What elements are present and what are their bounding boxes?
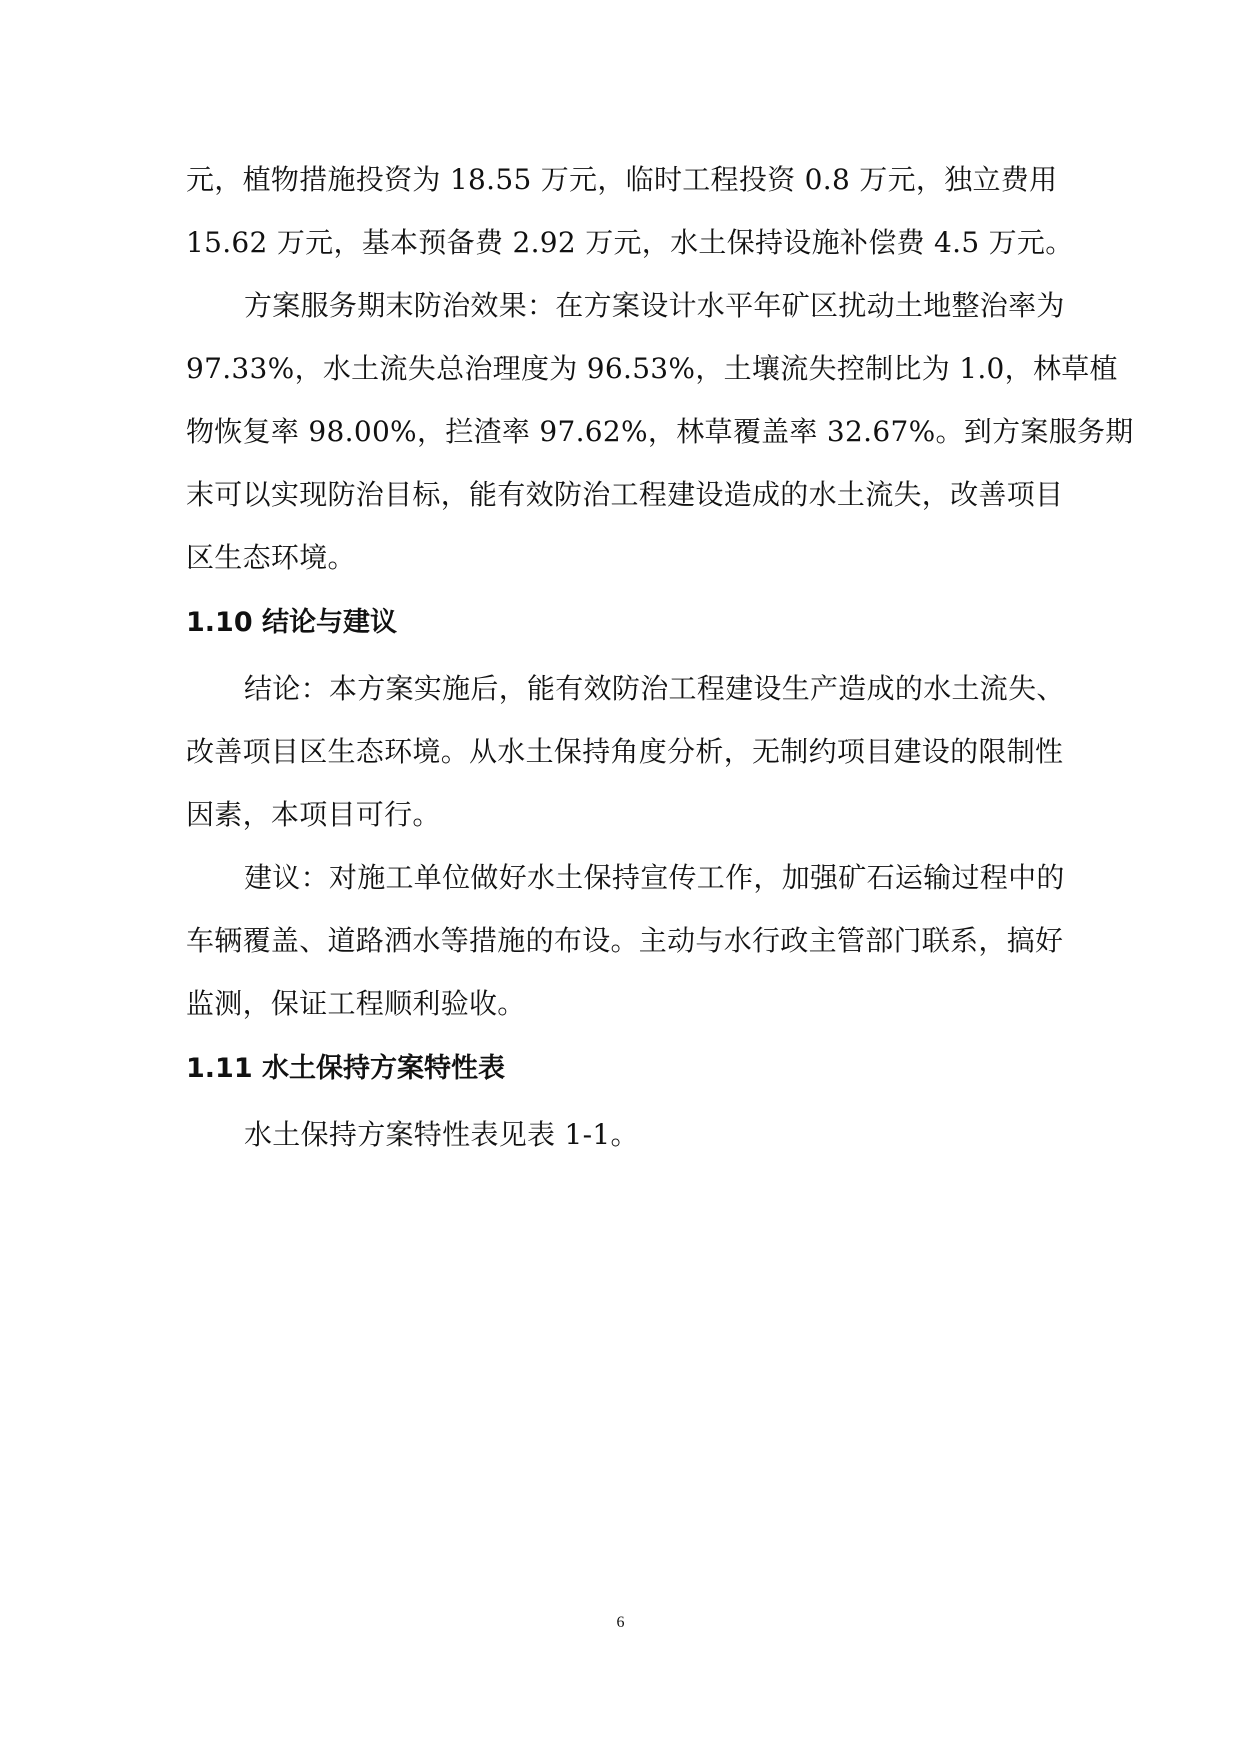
paragraph-line: 15.62 万元，基本预备费 2.92 万元，水土保持设施补偿费 4.5 万元。: [186, 226, 1074, 259]
paragraph-line: 方案服务期末防治效果：在方案设计水平年矿区扰动土地整治率为: [244, 289, 1065, 322]
conclusion-paragraph: [186, 657, 1086, 846]
paragraph-line: 水土保持方案特性表见表 1-1。: [244, 1118, 639, 1151]
paragraph-line: 监测，保证工程顺利验收。: [186, 987, 526, 1020]
paragraph-line: 物恢复率 98.00%，拦渣率 97.62%，林草覆盖率 32.67%。到方案服务期: [186, 415, 1134, 448]
paragraph-line: 因素，本项目可行。: [186, 798, 441, 831]
page-content: [186, 148, 1134, 1166]
characteristics-table-paragraph: [186, 1103, 1086, 1166]
paragraph-line: 区生态环境。: [186, 541, 356, 574]
prevention-effect-paragraph: [186, 274, 1134, 589]
section-heading-1-11: 1.11 水土保持方案特性表: [186, 1053, 506, 1084]
paragraph-line: 元，植物措施投资为 18.55 万元，临时工程投资 0.8 万元，独立费用: [186, 163, 1058, 196]
page-number: 6: [616, 1614, 625, 1631]
paragraph-line: 建议：对施工单位做好水土保持宣传工作，加强矿石运输过程中的: [244, 861, 1065, 894]
paragraph-line: 97.33%，水土流失总治理度为 96.53%，土壤流失控制比为 1.0，林草植: [186, 352, 1118, 385]
paragraph-line: 末可以实现防治目标，能有效防治工程建设造成的水土流失，改善项目: [186, 478, 1064, 511]
paragraph-line: 改善项目区生态环境。从水土保持角度分析，无制约项目建设的限制性: [186, 735, 1064, 768]
section-heading-1-10: 1.10 结论与建议: [186, 607, 398, 638]
paragraph-line: 车辆覆盖、道路洒水等措施的布设。主动与水行政主管部门联系，搞好: [186, 924, 1064, 957]
suggestion-paragraph: [186, 846, 1086, 1035]
investment-paragraph: [186, 148, 1086, 274]
paragraph-line: 结论：本方案实施后，能有效防治工程建设生产造成的水土流失、: [244, 672, 1065, 705]
